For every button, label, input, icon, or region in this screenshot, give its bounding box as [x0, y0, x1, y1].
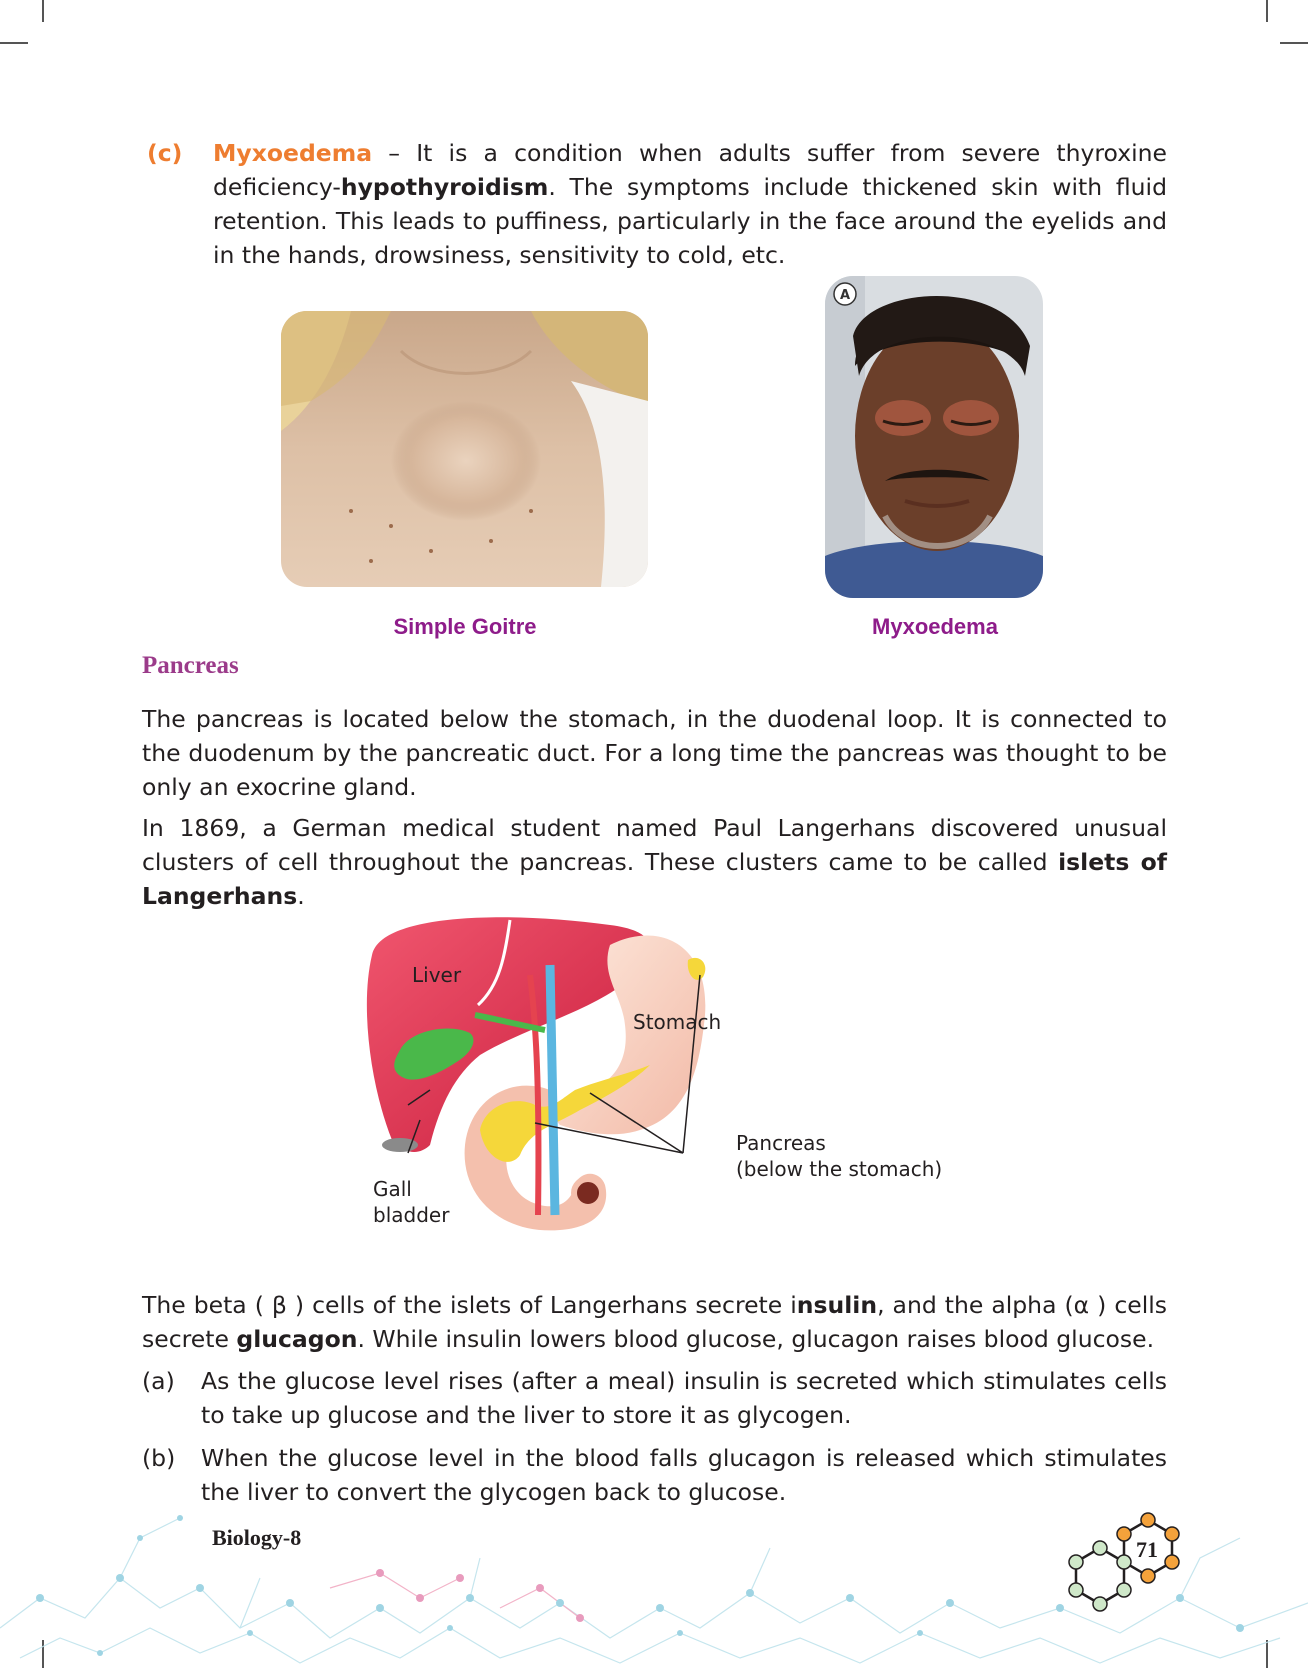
insulin-term: nsulin [796, 1291, 878, 1319]
item-c-marker: (c) [147, 139, 183, 167]
islets-term: islets of Langerhans [142, 848, 1168, 910]
crop-mark [42, 0, 44, 22]
myxoedema-caption: Myxoedema [872, 614, 998, 639]
intestine-end [574, 1179, 602, 1207]
myxoedema-photo [825, 276, 1043, 598]
pancreas-para2 [142, 811, 1167, 913]
item-c-text1: – It is a condition when adults suffer from severe thyroxine deficiency- [213, 139, 1167, 201]
crop-mark [1280, 42, 1308, 44]
hexagon-logo-icon [1060, 1506, 1190, 1636]
label-pancreas-line2: (below the stomach) [736, 1157, 943, 1181]
hypothyroidism-term: hypothyroidism [340, 173, 549, 201]
label-liver: Liver [412, 963, 462, 987]
item-a-text: As the glucose level rises (after a meal) insulin is secreted which stimulates cells to take up glucose and the liver to store it as glycogen. [201, 1367, 1167, 1429]
pancreas-para2-end: . [297, 882, 305, 910]
item-b-marker: (b) [142, 1444, 176, 1472]
pancreas-heading: Pancreas [142, 652, 239, 679]
label-pancreas-line1: Pancreas [736, 1131, 826, 1155]
goitre-photo [281, 311, 648, 587]
hormones-text-e: . While insulin lowers blood glucose, glucagon raises blood glucose. [357, 1325, 1155, 1353]
hormones-para [142, 1288, 1167, 1356]
hormones-text-a: The beta ( β ) cells of the islets of Langerhans secrete i [142, 1291, 797, 1319]
goitre-illustration [281, 311, 648, 587]
footer-book-title: Biology-8 [212, 1525, 302, 1550]
item-a-marker: (a) [142, 1367, 175, 1395]
item-b-text: When the glucose level in the blood falls glucagon is released which stimulates the liver to convert the glycogen back to glucose. [201, 1444, 1167, 1506]
goitre-caption: Simple Goitre [393, 614, 537, 639]
label-stomach: Stomach [633, 1010, 722, 1034]
item-c [147, 136, 1167, 276]
crop-mark [0, 42, 28, 44]
item-c-text2: . The symptoms include thickened skin with fluid retention. This leads to puffiness, particularly in the face around the eyelids and in the hands, drowsiness, sensitivity to cold, etc. [213, 173, 1167, 269]
pancreas-para1: The pancreas is located below the stomach, in the duodenal loop. It is connected to the duodenum by the pancreatic duct. For a long time the pancreas was thought to be only an exocrine gland. [142, 705, 1167, 801]
label-gall-line1: Gall [373, 1177, 412, 1201]
myxoedema-term: Myxoedema [213, 139, 373, 167]
myxoedema-illustration [825, 276, 1043, 598]
page-number: 71 [1136, 1537, 1158, 1562]
photo-badge: A [839, 288, 851, 303]
hormones-text-c: , and the alpha (α ) cells secrete [142, 1291, 1168, 1353]
item-a [142, 1364, 1167, 1434]
crop-mark [1266, 0, 1268, 22]
glucagon-term: glucagon [236, 1325, 358, 1353]
item-c-text [213, 136, 1167, 272]
label-gall-line2: bladder [373, 1203, 450, 1227]
label-pancreas [736, 1130, 942, 1182]
label-gallbladder [373, 1176, 449, 1228]
pancreas-para2-text: In 1869, a German medical student named Paul Langerhans discovered unusual clusters of cell throughout the pancreas. These clusters came to be called [142, 814, 1167, 876]
